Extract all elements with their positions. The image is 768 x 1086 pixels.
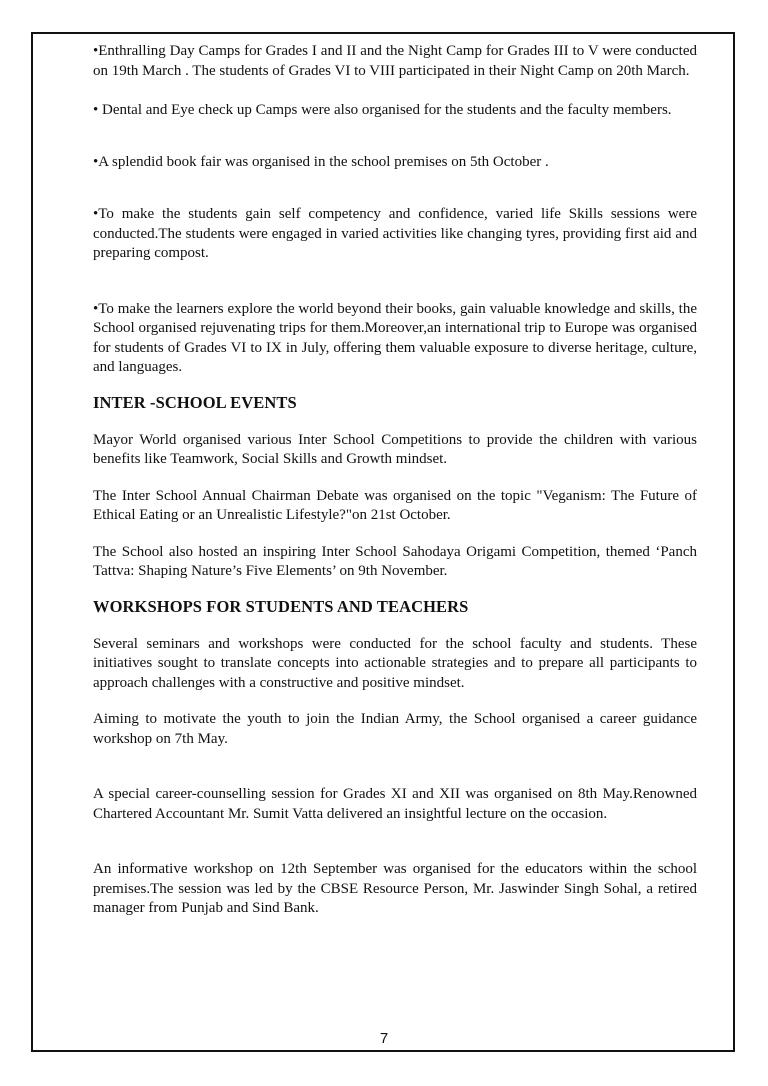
bullet-life-skills: •To make the students gain self competency and confidence, varied life Skills sessions were conducted.The students were engaged in varied activities like changing tyres, providing first aid and preparing compost. xyxy=(93,206,697,261)
page-number: 7 xyxy=(379,1030,389,1047)
workshops-career-counselling: A special career-counselling session for Grades XI and XII was organised on 8th May.Renowned Chartered Accountant Mr. Sumit Vatta delivered an insightful lecture on the occasion. xyxy=(93,786,697,822)
bullet-trips: •To make the learners explore the world beyond their books, gain valuable knowledge and skills, the School organised rejuvenating trips for them.Moreover,an international trip to Europe was organised for students of Grades VI to IX in July, offering them valuable exposure to diverse heritage, culture, and languages. xyxy=(93,300,697,375)
inter-school-intro: Mayor World organised various Inter School Competitions to provide the children with various benefits like Teamwork, Social Skills and Growth mindset. xyxy=(93,431,697,467)
bullet-health-camps: • Dental and Eye check up Camps were also organised for the students and the faculty members. xyxy=(93,102,672,118)
inter-school-origami: The School also hosted an inspiring Inter School Sahodaya Origami Competition, themed ‘Panch Tattva: Shaping Nature’s Five Elements’ on 9th November. xyxy=(93,543,697,579)
inter-school-heading: INTER -SCHOOL EVENTS xyxy=(93,392,297,412)
bullet-book-fair: •A splendid book fair was organised in the school premises on 5th October . xyxy=(93,153,549,170)
page-content xyxy=(93,42,697,919)
inter-school-debate: The Inter School Annual Chairman Debate was organised on the topic "Veganism: The Future of Ethical Eating or an Unrealistic Lifestyle?"on 21st October. xyxy=(93,487,697,523)
workshops-educators: An informative workshop on 12th September was organised for the educators within the school premises.The session was led by the CBSE Resource Person, Mr. Jaswinder Singh Sohal, a retired manager from Punjab and Sind Bank. xyxy=(93,861,697,916)
bullet-day-camps: •Enthralling Day Camps for Grades I and II and the Night Camp for Grades III to V were conducted on 19th March . The students of Grades VI to VIII participated in their Night Camp on 20th March. xyxy=(93,43,697,79)
workshops-heading: WORKSHOPS FOR STUDENTS AND TEACHERS xyxy=(93,596,469,616)
workshops-intro: Several seminars and workshops were conducted for the school faculty and students. These initiatives sought to translate concepts into actionable strategies and to prepare all participants to approach challenges with a constructive and positive mindset. xyxy=(93,635,697,691)
workshops-army: Aiming to motivate the youth to join the Indian Army, the School organised a career guidance workshop on 7th May. xyxy=(93,711,697,747)
